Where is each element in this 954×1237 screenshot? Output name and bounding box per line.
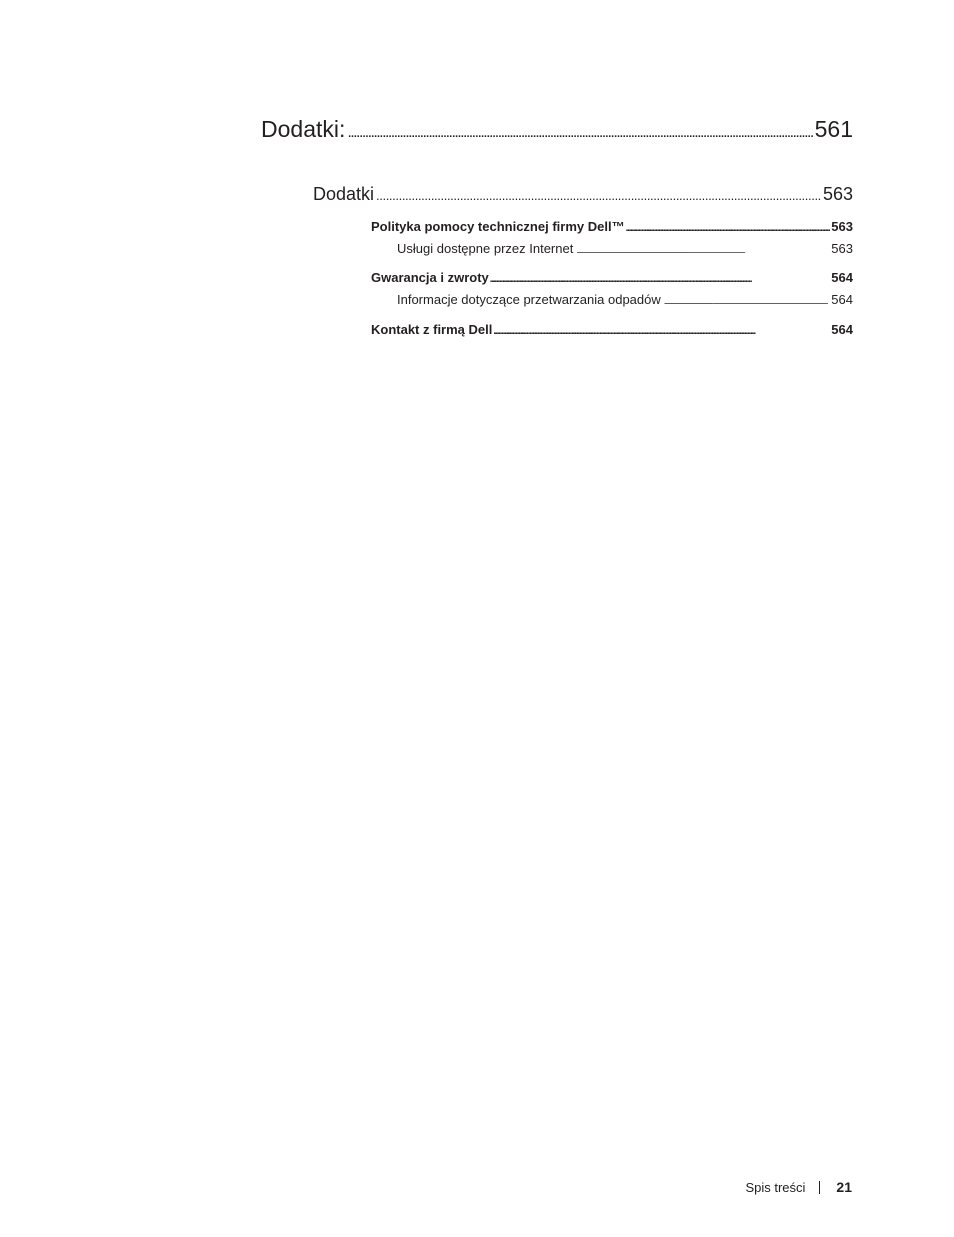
toc-leader-dots (493, 326, 830, 337)
footer-divider (819, 1181, 820, 1194)
toc-entry-support-policy[interactable] (371, 219, 853, 234)
toc-leader-dots (626, 223, 831, 234)
toc-entry-label: Informacje dotyczące przetwarzania odpadów (397, 292, 661, 307)
toc-entry-online-services[interactable] (397, 241, 853, 256)
toc-entry-label: Usługi dostępne przez Internet (397, 241, 574, 256)
toc-entry-label: Gwarancja i zwroty (371, 270, 489, 285)
toc-chapter-page: 561 (814, 116, 853, 142)
toc-section-page: 563 (822, 184, 853, 204)
toc-leader-dots (376, 188, 821, 203)
toc-leader-dots (490, 274, 831, 285)
toc-section-label: Dodatki (313, 184, 375, 204)
toc-entry-page: 563 (831, 219, 853, 234)
toc-leader-dots (664, 296, 829, 306)
footer-page-number: 21 (836, 1179, 852, 1195)
toc-entry-page: 564 (831, 292, 853, 307)
page-footer (745, 1179, 852, 1195)
toc-entry-label: Kontakt z firmą Dell (371, 322, 493, 337)
toc-section-entry[interactable] (313, 184, 853, 205)
toc-entry-page: 564 (831, 270, 853, 285)
toc-entry-warranty-returns[interactable] (371, 270, 853, 285)
toc-leader-dots (347, 124, 812, 142)
toc-entry-recycling-info[interactable] (397, 292, 853, 307)
toc-entry-contact-dell[interactable] (371, 322, 853, 337)
toc-entry-page: 564 (831, 322, 853, 337)
toc-entry-page: 563 (831, 241, 853, 256)
toc-entry-label: Polityka pomocy technicznej firmy Dell™ (371, 219, 625, 234)
toc-leader-dots (576, 245, 828, 255)
footer-section-name: Spis treści (745, 1179, 806, 1195)
toc-chapter-label: Dodatki: (261, 116, 346, 142)
toc-chapter-entry[interactable] (261, 116, 853, 143)
